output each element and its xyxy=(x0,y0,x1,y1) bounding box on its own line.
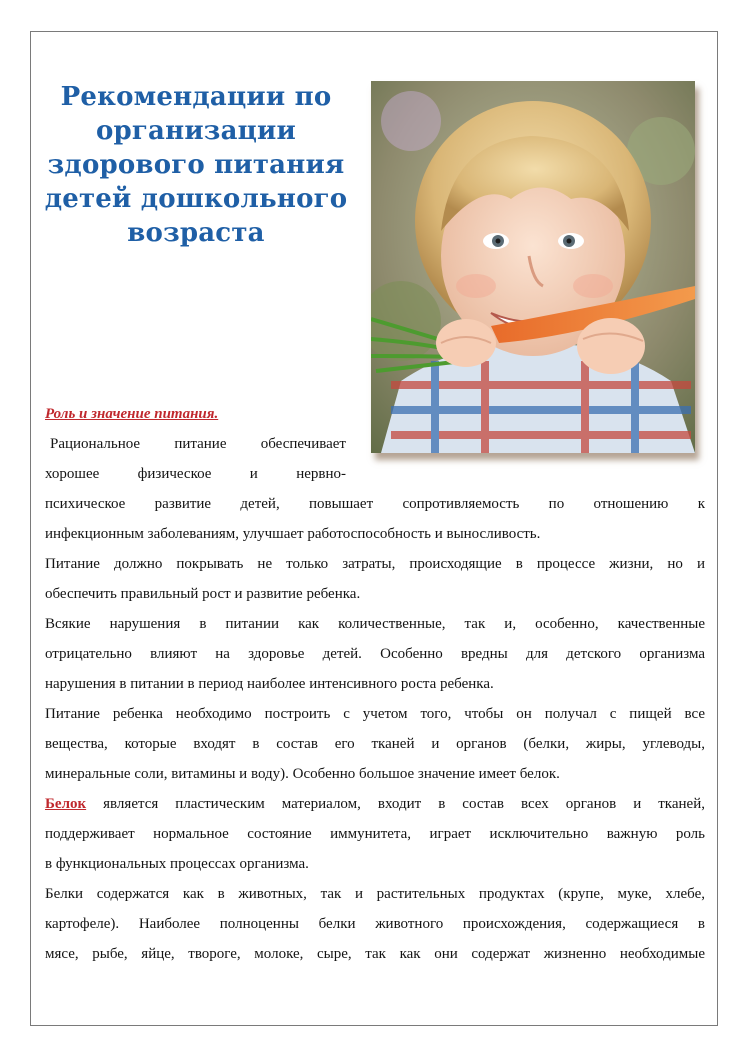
paragraph-line: нарушения в питании в период наиболее интенсивного роста ребенка. xyxy=(45,676,494,692)
paragraph-line: Питание ребенка необходимо построить с учетом того, чтобы он получал с пищей все xyxy=(45,706,705,722)
paragraph-line: поддерживает нормальное состояние иммунитета, играет исключительно важную роль xyxy=(45,826,705,842)
paragraph-line: инфекционным заболеваниям, улучшает работоспособность и выносливость. xyxy=(45,526,541,542)
child-photo xyxy=(371,81,695,453)
intro-line: хорошее физическое и нервно- xyxy=(45,466,346,482)
section-heading: Роль и значение питания. xyxy=(45,406,219,422)
body-text xyxy=(45,489,705,969)
page-title: Рекомендации по организации здорового питания детей дошкольного возраста xyxy=(44,82,348,248)
paragraph-line: в функциональных процессах организма. xyxy=(45,856,309,872)
paragraph-line-rest: является пластическим материалом, входит в состав всех органов и тканей, xyxy=(86,796,705,812)
paragraph-line: вещества, которые входят в состав его тканей и органов (белки, жиры, углеводы, xyxy=(45,736,705,752)
paragraph-line: минеральные соли, витамины и воду). Особенно большое значение имеет белок. xyxy=(45,766,560,782)
intro-line: Рациональное питание обеспечивает xyxy=(50,436,346,452)
paragraph-line: психическое развитие детей, повышает сопротивляемость по отношению к xyxy=(45,496,705,512)
paragraph-line: отрицательно влияют на здоровье детей. Особенно вредны для детского организма xyxy=(45,646,705,662)
paragraph-line: обеспечить правильный рост и развитие ребенка. xyxy=(45,586,361,602)
term-protein: Белок xyxy=(45,796,87,812)
paragraph-line: мясе, рыбе, яйце, твороге, молоке, сыре, так как они содержат жизненно необходимые xyxy=(45,946,705,962)
paragraph-line xyxy=(45,789,705,819)
intro-paragraph xyxy=(45,429,346,489)
paragraph-line: Питание должно покрывать не только затраты, происходящие в процессе жизни, но и xyxy=(45,556,705,572)
paragraph-line: Всякие нарушения в питании как количественные, так и, особенно, качественные xyxy=(45,616,705,632)
paragraph-line: картофеле). Наиболее полноценны белки животного происхождения, содержащиеся в xyxy=(45,916,705,932)
paragraph-line: Белки содержатся как в животных, так и растительных продуктах (крупе, муке, хлебе, xyxy=(45,886,705,902)
